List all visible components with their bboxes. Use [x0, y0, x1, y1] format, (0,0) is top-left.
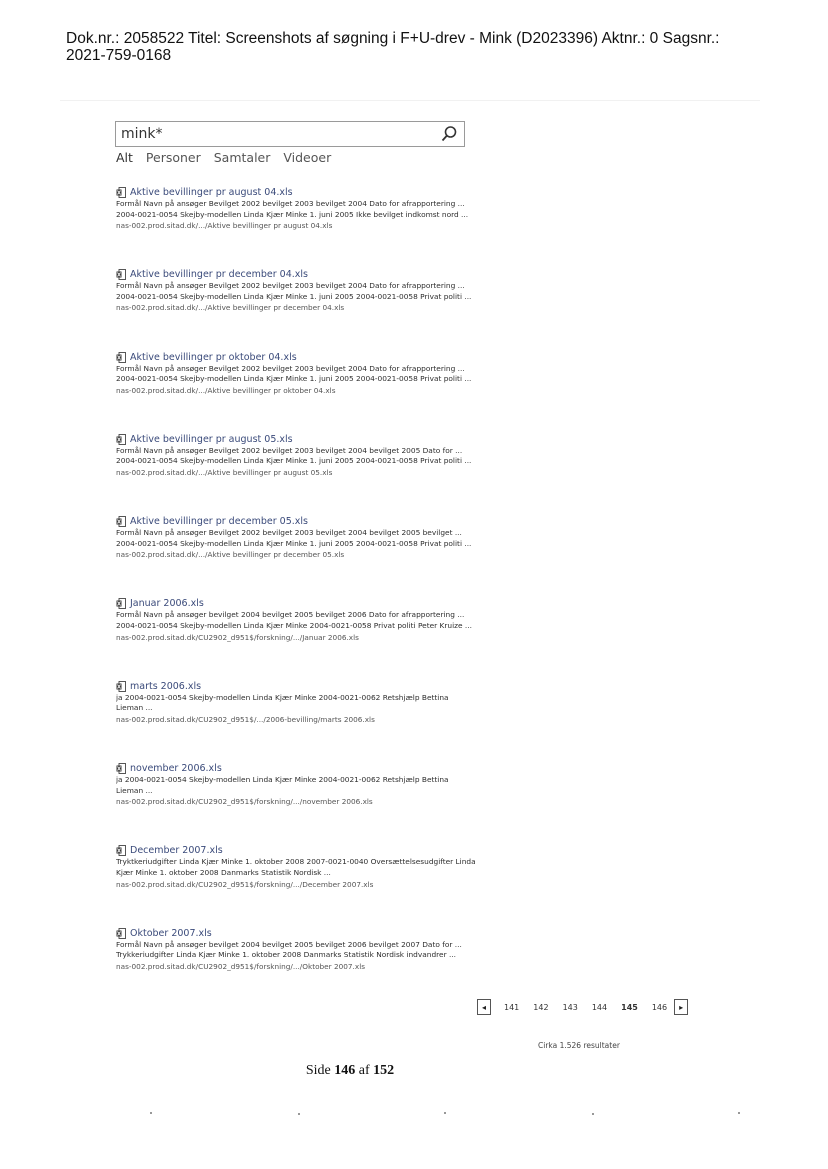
- result-title-link[interactable]: [116, 434, 476, 445]
- result-title-link[interactable]: [116, 598, 476, 609]
- result-title-link[interactable]: [116, 845, 476, 856]
- result-item: [116, 763, 476, 845]
- page-link[interactable]: 141: [504, 1002, 520, 1012]
- tab-alt[interactable]: Alt: [116, 150, 133, 165]
- result-title-link[interactable]: [116, 763, 476, 774]
- page-link[interactable]: 142: [533, 1002, 549, 1012]
- excel-file-icon: [116, 434, 126, 445]
- search-input[interactable]: [121, 124, 421, 144]
- result-snippet: Formål Navn på ansøger bevilget 2004 bevilget 2005 bevilget 2006 bevilget 2007 Dato for ... Trykkeriudgifter Linda Kjær Minke 1. oktober 2008 Danmarks Statistik Nordisk indvandrer ...: [116, 939, 462, 960]
- document-header: [66, 30, 786, 64]
- excel-file-icon: [116, 269, 126, 280]
- tab-samtaler[interactable]: Samtaler: [213, 150, 271, 165]
- document-header-line1: Dok.nr.: 2058522 Titel: Screenshots af søgning i F+U-drev - Mink (D2023396) Aktnr.: 0 Sagsnr.:: [66, 30, 720, 47]
- excel-file-icon: [116, 598, 126, 609]
- page-link[interactable]: 146: [651, 1002, 668, 1012]
- document-header-line2: 2021-759-0168: [66, 47, 172, 64]
- result-title: marts 2006.xls: [130, 680, 202, 692]
- result-item: [116, 434, 476, 516]
- result-title: Aktive bevillinger pr oktober 04.xls: [130, 351, 297, 363]
- scan-speck: [444, 1112, 446, 1114]
- excel-file-icon: [116, 845, 126, 856]
- result-snippet: Formål Navn på ansøger Bevilget 2002 bevilget 2003 bevilget 2004 bevilget 2005 Dato for ... 2004-0021-0054 Skejby-modellen Linda Kjær Minke 1. juni 2005 2004-0021-0058 Privat politi ...: [116, 445, 472, 466]
- result-count: Cirka 1.526 resultater: [538, 1041, 620, 1050]
- search-results: [116, 187, 476, 1010]
- result-title: Aktive bevillinger pr august 04.xls: [130, 187, 293, 198]
- result-url[interactable]: nas-002.prod.sitad.dk/.../Aktive bevillinger pr oktober 04.xls: [116, 385, 336, 395]
- excel-file-icon: [116, 681, 126, 692]
- result-snippet: ja 2004-0021-0054 Skejby-modellen Linda Kjær Minke 2004-0021-0062 Retshjælp Bettina Lieman ...: [116, 692, 449, 713]
- result-title-link[interactable]: [116, 681, 476, 692]
- result-title: Aktive bevillinger pr august 05.xls: [130, 433, 293, 445]
- result-item: [116, 845, 476, 927]
- result-url[interactable]: nas-002.prod.sitad.dk/CU2902_d951$/.../2006-bevilling/marts 2006.xls: [116, 714, 375, 724]
- scan-speck: [150, 1112, 152, 1114]
- tab-videoer[interactable]: Videoer: [283, 150, 332, 165]
- result-title-link[interactable]: [116, 516, 476, 527]
- result-title-link[interactable]: [116, 928, 476, 939]
- scope-tabs: [116, 150, 340, 165]
- result-url[interactable]: nas-002.prod.sitad.dk/CU2902_d951$/forskning/.../november 2006.xls: [116, 797, 373, 807]
- result-snippet: Tryktkeriudgifter Linda Kjær Minke 1. oktober 2008 2007-0021-0040 Oversættelsesudgifter Linda Kjær Minke 1. oktober 2008 Danmarks Statistik Nordisk ...: [116, 857, 476, 877]
- search-box[interactable]: [115, 121, 465, 147]
- divider: [60, 100, 760, 101]
- result-title: Januar 2006.xls: [130, 598, 204, 610]
- footer-page-total: 152: [373, 1063, 395, 1078]
- result-title: December 2007.xls: [130, 845, 223, 857]
- result-item: [116, 516, 476, 598]
- result-url[interactable]: nas-002.prod.sitad.dk/CU2902_d951$/forskning/.../December 2007.xls: [116, 879, 374, 889]
- tab-personer[interactable]: Personer: [145, 150, 201, 165]
- excel-file-icon: [116, 187, 126, 198]
- next-page-button[interactable]: [674, 999, 688, 1015]
- result-url[interactable]: nas-002.prod.sitad.dk/.../Aktive bevillinger pr december 05.xls: [116, 550, 345, 560]
- result-item: [116, 352, 476, 434]
- page-footer: Side 146 af 152: [305, 1063, 395, 1078]
- result-url[interactable]: nas-002.prod.sitad.dk/.../Aktive bevillinger pr august 05.xls: [116, 468, 333, 478]
- result-snippet: Formål Navn på ansøger Bevilget 2002 bevilget 2003 bevilget 2004 Dato for afrapportering ... 2004-0021-0054 Skejby-modellen Linda Kjær Minke 1. juni 2005 2004-0021-0058 Privat politi ...: [116, 363, 472, 384]
- result-url[interactable]: nas-002.prod.sitad.dk/CU2902_d951$/forskning/.../Januar 2006.xls: [116, 632, 359, 642]
- result-item: [116, 187, 476, 269]
- chevron-left-icon: ◂: [481, 1002, 486, 1012]
- result-title: Aktive bevillinger pr december 04.xls: [130, 269, 308, 281]
- scan-speck: [298, 1113, 300, 1115]
- result-item: [116, 928, 476, 1010]
- result-item: [116, 269, 476, 351]
- result-url[interactable]: nas-002.prod.sitad.dk/CU2902_d951$/forskning/.../Oktober 2007.xls: [116, 961, 366, 971]
- search-icon[interactable]: [440, 125, 458, 143]
- scan-speck: [738, 1112, 740, 1114]
- previous-page-button[interactable]: [477, 999, 491, 1015]
- page-link[interactable]: 143: [562, 1002, 578, 1012]
- result-item: [116, 598, 476, 680]
- current-page: 145: [621, 1002, 638, 1012]
- result-snippet: Formål Navn på ansøger bevilget 2004 bevilget 2005 bevilget 2006 Dato for afrapportering ... 2004-0021-0054 Skejby-modellen Linda Kjær Minke 2004-0021-0058 Privat politi Peter Kruize ...: [116, 610, 472, 631]
- result-url[interactable]: nas-002.prod.sitad.dk/.../Aktive bevillinger pr december 04.xls: [116, 303, 345, 313]
- result-title: november 2006.xls: [130, 763, 222, 775]
- result-snippet: Formål Navn på ansøger Bevilget 2002 bevilget 2003 bevilget 2004 Dato for afrapportering ... 2004-0021-0054 Skejby-modellen Linda Kjær Minke 1. juni 2005 Ikke bevilget indkomst nord ...: [116, 199, 469, 219]
- result-title-link[interactable]: [116, 352, 476, 363]
- result-snippet: ja 2004-0021-0054 Skejby-modellen Linda Kjær Minke 2004-0021-0062 Retshjælp Bettina Lieman ...: [116, 775, 449, 795]
- result-url[interactable]: nas-002.prod.sitad.dk/.../Aktive bevillinger pr august 04.xls: [116, 221, 333, 231]
- result-snippet: Formål Navn på ansøger Bevilget 2002 bevilget 2003 bevilget 2004 bevilget 2005 bevilget ... 2004-0021-0054 Skejby-modellen Linda Kjær Minke 1. juni 2005 2004-0021-0058 Privat politi ...: [116, 528, 472, 548]
- result-title-link[interactable]: [116, 269, 476, 280]
- page-link[interactable]: 144: [591, 1002, 608, 1012]
- result-title: Oktober 2007.xls: [130, 927, 212, 939]
- excel-file-icon: [116, 763, 126, 774]
- chevron-right-icon: ▸: [679, 1002, 684, 1012]
- footer-page-number: 146: [334, 1063, 356, 1078]
- excel-file-icon: [116, 516, 126, 527]
- result-title: Aktive bevillinger pr december 05.xls: [130, 516, 308, 528]
- excel-file-icon: [116, 928, 126, 939]
- scan-speck: [592, 1113, 594, 1115]
- pagination: [477, 997, 688, 1017]
- result-item: [116, 681, 476, 763]
- result-title-link[interactable]: [116, 187, 476, 198]
- result-snippet: Formål Navn på ansøger Bevilget 2002 bevilget 2003 bevilget 2004 Dato for afrapportering ... 2004-0021-0054 Skejby-modellen Linda Kjær Minke 1. juni 2005 2004-0021-0058 Privat politi ...: [116, 281, 472, 301]
- excel-file-icon: [116, 352, 126, 363]
